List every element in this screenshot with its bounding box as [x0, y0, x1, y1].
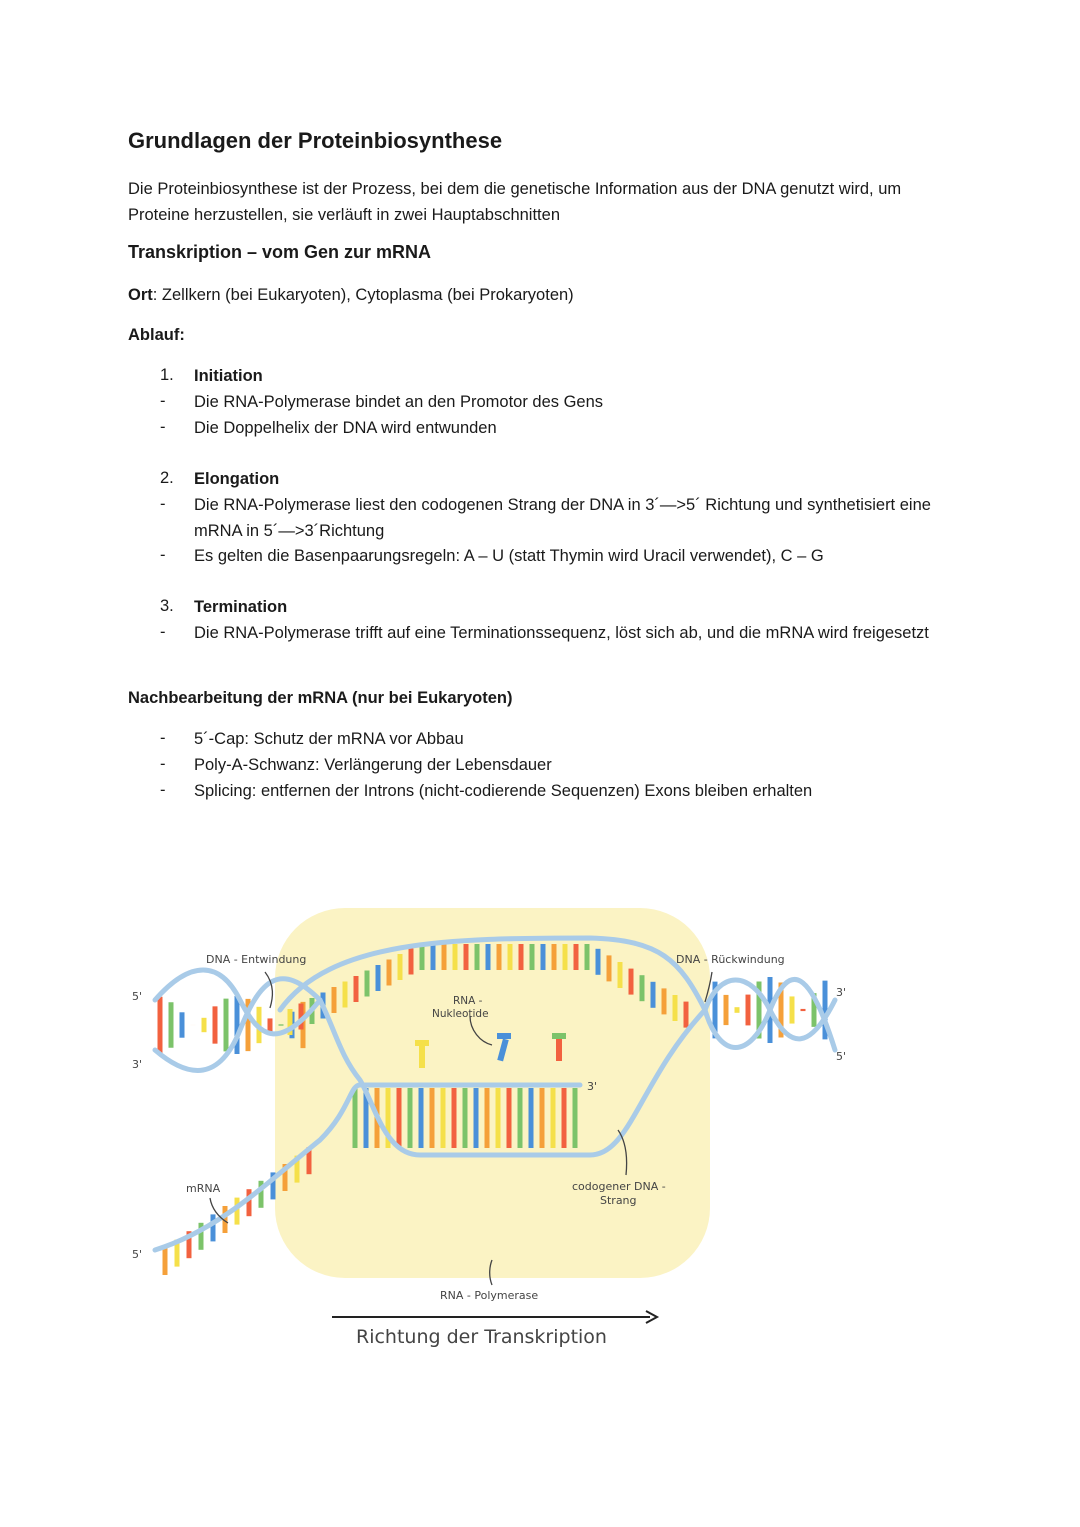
page-title: Grundlagen der Proteinbiosynthese — [128, 128, 503, 153]
free-nucleotide — [552, 1033, 566, 1039]
label-mrna: mRNA — [186, 1182, 221, 1195]
step-point: Die Doppelhelix der DNA wird entwunden — [194, 419, 497, 437]
bullet-dash: - — [160, 729, 166, 747]
label-polymerase: RNA - Polymerase — [440, 1289, 539, 1302]
label-entwindung: DNA - Entwindung — [206, 953, 307, 966]
step-point: Die RNA-Polymerase bindet an den Promotor des Gens — [194, 393, 604, 411]
end-right-bottom: 5' — [836, 1050, 847, 1063]
step-name: Elongation — [194, 470, 280, 488]
bullet-dash: - — [160, 495, 166, 513]
free-nucleotide — [419, 1046, 425, 1068]
step-number: 2. — [160, 469, 174, 487]
bullet-dash: - — [160, 392, 166, 410]
end-right-top: 3' — [836, 986, 847, 999]
free-nucleotide — [497, 1033, 511, 1039]
step-name: Termination — [194, 598, 288, 616]
nachbearbeitung-point: Splicing: entfernen der Introns (nicht-codierende Sequenzen) Exons bleiben erhalten — [194, 782, 813, 800]
step-point: Die RNA-Polymerase trifft auf eine Terminationssequenz, löst sich ab, und die mRNA wird freigesetzt — [194, 624, 929, 642]
step-number: 3. — [160, 597, 174, 615]
intro-paragraph: Die Proteinbiosynthese ist der Prozess, bei dem die genetische Information aus der DNA genutzt wird, um Proteine herzustellen, sie verläuft in zwei Hauptabschnitten — [128, 180, 902, 224]
nachbearbeitung-point: Poly-A-Schwanz: Verlängerung der Lebensdauer — [194, 756, 552, 774]
nachbearbeitung-point: 5´-Cap: Schutz der mRNA vor Abbau — [194, 730, 464, 748]
transkription-heading: Transkription – vom Gen zur mRNA — [128, 242, 432, 262]
ablauf-label: Ablauf: — [128, 326, 185, 344]
end-left-mid: 3' — [132, 1058, 143, 1071]
step-point: Es gelten die Basenpaarungsregeln: A – U (statt Thymin wird Uracil verwendet), C – G — [194, 547, 824, 565]
label-rueckwindung: DNA - Rückwindung — [676, 953, 785, 966]
step-point: Die RNA-Polymerase liest den codogenen Strang der DNA in 3´—>5´ Richtung und synthetisiert eine mRNA in 5´—>3´Richtung — [194, 496, 931, 540]
step-name: Initiation — [194, 367, 263, 385]
nachbearbeitung-heading: Nachbearbeitung der mRNA (nur bei Eukaryoten) — [128, 689, 513, 707]
entwindung-arrow — [265, 972, 272, 1008]
end-left-top: 5' — [132, 990, 143, 1003]
end-rna: 3' — [587, 1080, 598, 1093]
free-nucleotide — [556, 1039, 562, 1061]
label-nukleotide-line2: Nukleotide — [432, 1008, 489, 1020]
end-left-bottom: 5' — [132, 1248, 143, 1261]
bullet-dash: - — [160, 755, 166, 773]
bullet-dash: - — [160, 623, 166, 641]
label-codogen-line2: Strang — [600, 1194, 637, 1207]
transcription-diagram — [120, 880, 860, 1360]
label-richtung: Richtung der Transkription — [356, 1326, 607, 1348]
ort-label: Ort — [128, 286, 153, 304]
bullet-dash: - — [160, 418, 166, 436]
bullet-dash: - — [160, 546, 166, 564]
label-codogen-line1: codogener DNA - — [572, 1180, 666, 1193]
ort-line — [128, 286, 574, 305]
step-number: 1. — [160, 366, 174, 384]
ort-text: : Zellkern (bei Eukaryoten), Cytoplasma (bei Prokaryoten) — [152, 286, 574, 304]
label-nukleotide-line1: RNA - — [453, 995, 483, 1007]
free-nucleotide — [415, 1040, 429, 1046]
bullet-dash: - — [160, 781, 166, 799]
